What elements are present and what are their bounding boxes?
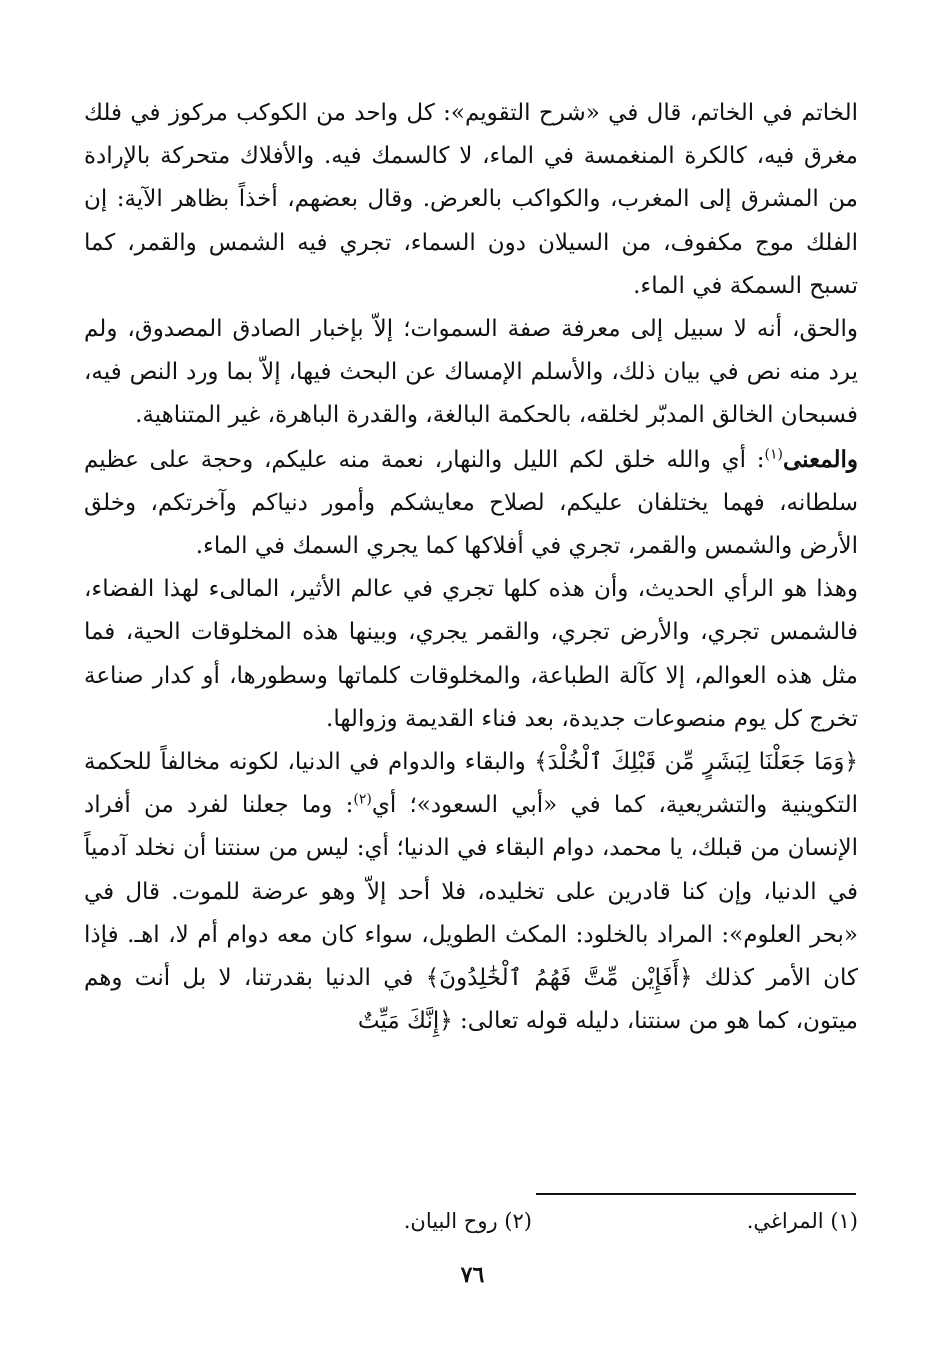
footnote-2: (٢) روح البيان. [403,1209,532,1233]
paragraph-1-text: الخاتم في الخاتم، قال في «شرح التقويم»: كل واحد من الكوكب مركوز في فلك مغرق فيه، كالكرة المنغمسة في الماء، لا كالسمك فيه. والأفلاك متحركة بالإرادة من المشرق إلى المغرب، والكواكب بالعرض. وقال بعضهم، أخذاً بظاهر الآية: إن الفلك موج مكفوف، من السيلان دون السماء، تجري فيه الشمس والقمر، كما تسبح السمكة في الماء. [84,100,858,299]
page-number: ٧٦ [460,1262,485,1288]
footnote-ref-1: (١) [764,445,783,462]
paragraph-3 [84,438,858,569]
paragraph-1 [84,92,858,308]
footnote-separator [536,1193,856,1195]
paragraph-4-text: وهذا هو الرأي الحديث، وأن هذه كلها تجري في عالم الأثير، المالىء لهذا الفضاء، فالشمس تجري، والأرض تجري، والقمر يجري، وبينها هذه المخلوقات الحية، فما مثل هذه العوالم، إلا كآلة الطباعة، والمخلوقات كلماتها وسطورها، أو كدار صناعة تخرج كل يوم منصوعات جديدة، بعد فناء القديمة وزوالها. [84,576,858,732]
paragraph-3-lead: والمعنى [782,445,858,473]
paragraph-3-text: : أي والله خلق لكم الليل والنهار، نعمة منه عليكم، وحجة على عظيم سلطانه، فهما يختلفان عليكم، لصلاح معايشكم وأمور دنياكم وآخرتكم، وخلق الأرض والشمس والقمر، تجري في أفلاكها كما يجري السمك في الماء. [84,446,858,560]
paragraph-2 [84,308,858,438]
body-text [84,92,858,1043]
footnote-1: (١) المراغي. [746,1209,858,1233]
paragraph-2-text: والحق، أنه لا سبيل إلى معرفة صفة السموات؛ إلاّ بإخبار الصادق المصدوق، ولم يرد منه نص في بيان ذلك، والأسلم الإمساك عن البحث فيها، إلاّ بما ورد النص فيه، فسبحان الخالق المدبّر لخلقه، بالحكمة البالغة، والقدرة الباهرة، غير المتناهية. [84,316,858,429]
footnote-ref-2: (٢) [353,791,372,808]
paragraph-5-text-b: : وما جعلنا لفرد من أفراد الإنسان من قبلك، يا محمد، دوام البقاء في الدنيا؛ أي: ليس من سنتنا أن نخلد آدمياً في الدنيا، وإن كنا قادرين على تخليده، فلا أحد إلاّ وهو عرضة للموت. قال في «بحر العلوم»: المراد بالخلود: المكث الطويل، سواء كان معه دوام أم لا، اهـ. فإذا كان الأمر كذلك ﴿أَفَإِيْن مِّتَّ فَهُمُ ٱلْخَٰلِدُونَ﴾ في الدنيا بقدرتنا، لا بل أنت وهم ميتون، كما هو من سنتنا، دليله قوله تعالى: ﴿إِنَّكَ مَيِّتٌ [84,792,858,1035]
paragraph-4 [84,568,858,741]
paragraph-5 [84,741,858,1043]
paragraph-5-text-a: ﴿وَمَا جَعَلْنَا لِبَشَرٍ مِّن قَبْلِكَ ٱلْخُلْدَ﴾ والبقاء والدوام في الدنيا، لكونه مخالفاً للحكمة التكوينية والتشريعية، كما في «أبي السعود»؛ أي [84,749,858,819]
